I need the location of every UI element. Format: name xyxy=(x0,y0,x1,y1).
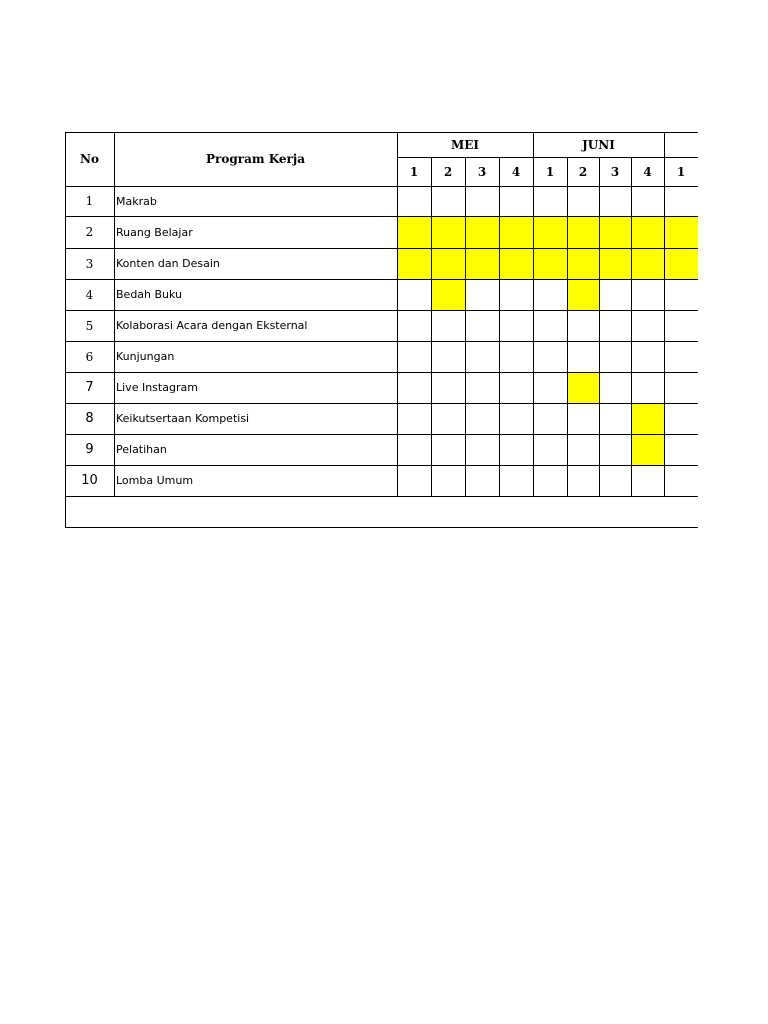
week-cell[interactable] xyxy=(431,310,465,341)
week-cell[interactable] xyxy=(533,465,567,496)
row-number: 1 xyxy=(85,194,94,208)
week-cell[interactable] xyxy=(599,216,631,248)
week-cell[interactable] xyxy=(631,403,664,434)
week-cell[interactable] xyxy=(664,248,698,279)
row-number: 7 xyxy=(85,380,94,395)
grid-line xyxy=(65,279,698,280)
week-cell[interactable] xyxy=(567,434,599,465)
row-number: 5 xyxy=(85,318,94,333)
week-cell[interactable] xyxy=(431,372,465,403)
grid-line xyxy=(664,157,665,496)
program-name: Konten dan Desain xyxy=(116,257,220,270)
column-header-program: Program Kerja xyxy=(206,152,305,166)
week-cell[interactable] xyxy=(465,248,499,279)
grid-line xyxy=(65,465,698,466)
week-cell[interactable] xyxy=(664,310,698,341)
grid-line xyxy=(397,157,698,158)
week-cell[interactable] xyxy=(664,216,698,248)
program-name: Makrab xyxy=(116,194,157,208)
program-name: Kolaborasi Acara dengan Eksternal xyxy=(116,319,308,332)
week-cell[interactable] xyxy=(599,434,631,465)
week-cell[interactable] xyxy=(397,403,431,434)
week-cell[interactable] xyxy=(631,186,664,216)
week-header: 2 xyxy=(578,164,588,179)
week-cell[interactable] xyxy=(499,310,533,341)
week-cell[interactable] xyxy=(664,341,698,372)
week-cell[interactable] xyxy=(397,372,431,403)
week-cell[interactable] xyxy=(533,310,567,341)
week-cell[interactable] xyxy=(631,216,664,248)
month-header: JUNI xyxy=(582,137,615,152)
program-name: Pelatihan xyxy=(116,443,167,456)
grid-line xyxy=(465,157,466,496)
week-cell[interactable] xyxy=(499,403,533,434)
grid-line xyxy=(533,132,534,157)
week-cell[interactable] xyxy=(599,310,631,341)
week-cell[interactable] xyxy=(599,341,631,372)
grid-line xyxy=(65,310,698,311)
week-cell[interactable] xyxy=(631,372,664,403)
week-cell[interactable] xyxy=(397,186,431,216)
grid-line xyxy=(65,132,66,528)
week-header: 3 xyxy=(477,164,487,179)
week-cell[interactable] xyxy=(664,186,698,216)
grid-line xyxy=(599,157,600,496)
grid-line xyxy=(533,157,534,496)
week-cell[interactable] xyxy=(664,403,698,434)
program-name: Lomba Umum xyxy=(116,474,194,487)
program-name: Ruang Belajar xyxy=(116,225,193,239)
week-cell[interactable] xyxy=(465,310,499,341)
week-cell[interactable] xyxy=(465,186,499,216)
grid-line xyxy=(431,157,432,496)
week-cell[interactable] xyxy=(599,465,631,496)
week-cell[interactable] xyxy=(465,434,499,465)
week-header: 1 xyxy=(545,164,555,179)
week-cell[interactable] xyxy=(664,434,698,465)
week-cell[interactable] xyxy=(465,372,499,403)
week-cell[interactable] xyxy=(499,341,533,372)
week-cell[interactable] xyxy=(631,279,664,310)
week-cell[interactable] xyxy=(599,372,631,403)
week-cell[interactable] xyxy=(664,279,698,310)
month-header xyxy=(664,132,698,157)
week-cell[interactable] xyxy=(431,403,465,434)
week-cell[interactable] xyxy=(533,372,567,403)
grid-line xyxy=(65,403,698,404)
week-cell[interactable] xyxy=(499,186,533,216)
week-header: 1 xyxy=(676,164,686,179)
grid-line xyxy=(65,372,698,373)
week-cell[interactable] xyxy=(499,434,533,465)
week-cell[interactable] xyxy=(397,341,431,372)
week-cell[interactable] xyxy=(631,465,664,496)
week-header: 4 xyxy=(511,164,521,179)
grid-line xyxy=(65,132,698,133)
row-number: 4 xyxy=(85,287,94,302)
week-cell[interactable] xyxy=(533,403,567,434)
week-cell[interactable] xyxy=(567,248,599,279)
week-cell[interactable] xyxy=(397,248,431,279)
week-cell[interactable] xyxy=(664,372,698,403)
week-cell[interactable] xyxy=(431,341,465,372)
row-number: 9 xyxy=(85,442,94,457)
week-cell[interactable] xyxy=(499,465,533,496)
week-header: 4 xyxy=(643,164,652,179)
grid-line xyxy=(65,434,698,435)
row-number: 6 xyxy=(85,349,94,364)
week-cell[interactable] xyxy=(599,248,631,279)
week-cell[interactable] xyxy=(397,310,431,341)
week-cell[interactable] xyxy=(567,465,599,496)
week-cell[interactable] xyxy=(599,403,631,434)
week-cell[interactable] xyxy=(567,310,599,341)
week-cell[interactable] xyxy=(533,216,567,248)
grid-line xyxy=(65,341,698,342)
week-cell[interactable] xyxy=(567,279,599,310)
week-cell[interactable] xyxy=(631,434,664,465)
program-name: Kunjungan xyxy=(116,350,175,363)
week-cell[interactable] xyxy=(397,279,431,310)
row-number: 8 xyxy=(85,411,94,426)
week-cell[interactable] xyxy=(431,216,465,248)
grid-line xyxy=(65,186,698,187)
week-cell[interactable] xyxy=(664,465,698,496)
week-cell[interactable] xyxy=(631,341,664,372)
week-cell[interactable] xyxy=(499,216,533,248)
week-cell[interactable] xyxy=(631,248,664,279)
week-cell[interactable] xyxy=(533,434,567,465)
week-cell[interactable] xyxy=(599,186,631,216)
week-cell[interactable] xyxy=(465,465,499,496)
week-cell[interactable] xyxy=(431,248,465,279)
week-cell[interactable] xyxy=(465,279,499,310)
week-cell[interactable] xyxy=(567,216,599,248)
week-cell[interactable] xyxy=(397,216,431,248)
week-cell[interactable] xyxy=(465,341,499,372)
week-cell[interactable] xyxy=(567,186,599,216)
grid-line xyxy=(65,496,698,497)
grid-line xyxy=(65,216,698,217)
week-header: 1 xyxy=(409,164,419,179)
week-cell[interactable] xyxy=(397,465,431,496)
grid-line xyxy=(499,157,500,496)
week-cell[interactable] xyxy=(567,403,599,434)
week-cell[interactable] xyxy=(431,186,465,216)
week-cell[interactable] xyxy=(397,434,431,465)
week-cell[interactable] xyxy=(431,434,465,465)
column-header-no: No xyxy=(80,152,99,166)
week-cell[interactable] xyxy=(499,248,533,279)
row-number: 10 xyxy=(81,473,98,488)
week-cell[interactable] xyxy=(499,279,533,310)
week-cell[interactable] xyxy=(533,341,567,372)
week-cell[interactable] xyxy=(499,372,533,403)
week-cell[interactable] xyxy=(567,372,599,403)
week-cell[interactable] xyxy=(465,216,499,248)
program-name: Live Instagram xyxy=(116,381,198,394)
week-cell[interactable] xyxy=(465,403,499,434)
week-cell[interactable] xyxy=(599,279,631,310)
grid-line xyxy=(397,132,398,496)
row-number: 2 xyxy=(85,225,94,239)
week-cell[interactable] xyxy=(431,279,465,310)
month-header: MEI xyxy=(450,137,480,152)
week-cell[interactable] xyxy=(533,248,567,279)
week-header: 2 xyxy=(443,164,453,179)
grid-line xyxy=(664,132,665,157)
week-cell[interactable] xyxy=(567,341,599,372)
grid-line xyxy=(65,248,698,249)
row-number: 3 xyxy=(85,256,94,271)
week-header: 3 xyxy=(610,164,620,179)
week-cell[interactable] xyxy=(533,279,567,310)
grid-line xyxy=(114,132,115,496)
grid-line xyxy=(65,527,698,528)
program-name: Bedah Buku xyxy=(116,288,183,301)
week-cell[interactable] xyxy=(631,310,664,341)
program-name: Keikutsertaan Kompetisi xyxy=(116,412,250,425)
week-cell[interactable] xyxy=(533,186,567,216)
grid-line xyxy=(631,157,632,496)
week-cell[interactable] xyxy=(431,465,465,496)
grid-line xyxy=(567,157,568,496)
